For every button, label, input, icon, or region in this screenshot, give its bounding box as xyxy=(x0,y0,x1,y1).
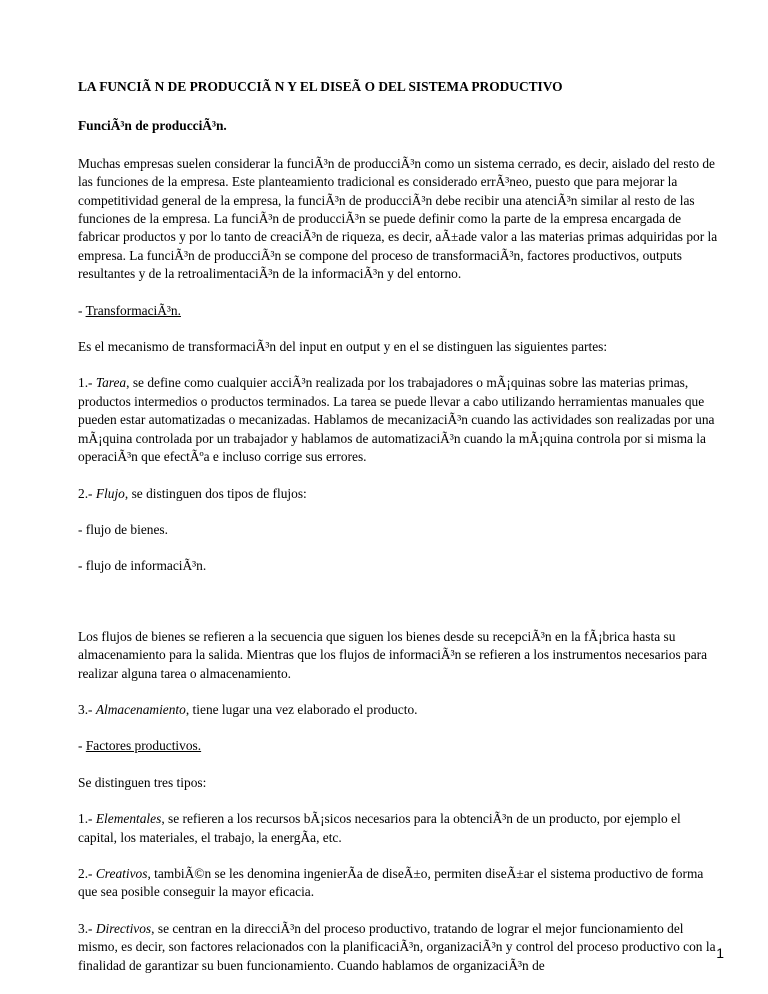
factores-paragraph: Se distinguen tres tipos: xyxy=(78,774,207,790)
section-heading-factores xyxy=(78,737,722,755)
flow-type-informacion: - flujo de informaciÃ³n. xyxy=(78,558,207,574)
intro-paragraph: Muchas empresas suelen considerar la funciÃ³n de producciÃ³n como un sistema cerrado, es decir, aislado del resto de las funciones de la empresa. Este planteamiento tradicional es considerado errÃ³neo, puesto que para mejorar la competitividad general de la empresa, la funciÃ³n de producciÃ³n debe recibir una atenciÃ³n similar al resto de las funciones de la empresa. La funciÃ³n de producciÃ³n se puede definir como la parte de la empresa encargada de fabricar productos y por lo tanto de creaciÃ³n de riqueza, es decir, aÃ±ade valor a las materias primas adquiridas por la empresa. La funciÃ³n de producciÃ³n se compone del proceso de transformaciÃ³n, factores productivos, outputs resultantes y de la retroalimentaciÃ³n de la informaciÃ³n y del entorno. xyxy=(78,155,718,282)
item-prefix: 1.- xyxy=(78,375,96,391)
list-item-directivos xyxy=(78,920,722,975)
heading-text: Factores productivos. xyxy=(85,738,202,754)
item-prefix: 3.- xyxy=(78,701,96,717)
item-prefix: 1.- xyxy=(78,811,96,827)
item-text: , tiene lugar una vez elaborado el producto. xyxy=(185,701,418,717)
document-page xyxy=(78,78,722,993)
list-item-creativos xyxy=(78,865,722,902)
item-term: Elementales xyxy=(95,811,162,827)
document-title: LA FUNCIÃ N DE PRODUCCIÃ N Y EL DISEÃ O DEL SISTEMA PRODUCTIVO xyxy=(78,79,563,94)
heading-dash: - xyxy=(78,738,86,754)
flows-paragraph: Los flujos de bienes se refieren a la secuencia que siguen los bienes desde su recepciÃ³n en la fÃ¡brica hasta su almacenamiento para la salida. Mientras que los flujos de informaciÃ³n se refieren a los instrumentos necesarios para realizar alguna tarea o almacenamiento. xyxy=(78,628,708,681)
item-text: , se centran en la direcciÃ³n del proceso productivo, tratando de lograr el mejor funcionamiento del mismo, es decir, son factores relacionados con la planificaciÃ³n, organizaciÃ³n y control del proceso productivo con la finalidad de garantizar su buen funcionamiento. Cuando hablamos de organizaciÃ³n de xyxy=(78,920,716,973)
page-number: 1 xyxy=(716,945,724,961)
item-text: , tambiÃ©n se les denomina ingenierÃa de diseÃ±o, permiten diseÃ±ar el sistema productivo de forma que sea posible conseguir la mayor eficacia. xyxy=(78,865,704,900)
item-term: Creativos xyxy=(95,865,148,881)
item-prefix: 2.- xyxy=(78,865,96,881)
heading-text: TransformaciÃ³n. xyxy=(85,302,181,318)
list-item-almacenamiento xyxy=(78,701,722,719)
item-prefix: 2.- xyxy=(78,485,96,501)
item-term: Flujo xyxy=(95,485,125,501)
item-prefix: 3.- xyxy=(78,920,96,936)
item-text: , se refieren a los recursos bÃ¡sicos necesarios para la obtenciÃ³n de un producto, por ejemplo el capital, los materiales, el trabajo, la energÃa, etc. xyxy=(78,811,681,845)
section-title: FunciÃ³n de producciÃ³n. xyxy=(78,118,227,134)
spacer xyxy=(78,594,722,628)
item-term: Directivos xyxy=(95,920,152,936)
item-term: Tarea xyxy=(95,375,127,391)
section-heading-transformacion xyxy=(78,302,722,320)
flow-type-bienes: - flujo de bienes. xyxy=(78,521,168,537)
list-item-flujo xyxy=(78,485,722,503)
transformacion-paragraph: Es el mecanismo de transformaciÃ³n del input en output y en el se distinguen las siguientes partes: xyxy=(78,339,608,355)
list-item-elementales xyxy=(78,810,722,847)
list-item-tarea xyxy=(78,374,722,466)
item-term: Almacenamiento xyxy=(95,701,186,717)
item-text: , se define como cualquier acciÃ³n realizada por los trabajadores o mÃ¡quinas sobre las materias primas, productos intermedios o productos terminados. La tarea se puede llevar a cabo utilizando herramientas manuales que pueden estar automatizadas o mecanizadas. Hablamos de mecanizaciÃ³n cuando las actividades son realizadas por una mÃ¡quina controlada por un trabajador y hablamos de automatizaciÃ³n cuando la mÃ¡quina controla por si misma la operaciÃ³n que efectÃºa e incluso corrige sus errores. xyxy=(78,375,715,465)
item-text: , se distinguen dos tipos de flujos: xyxy=(124,485,307,501)
heading-dash: - xyxy=(78,302,86,318)
